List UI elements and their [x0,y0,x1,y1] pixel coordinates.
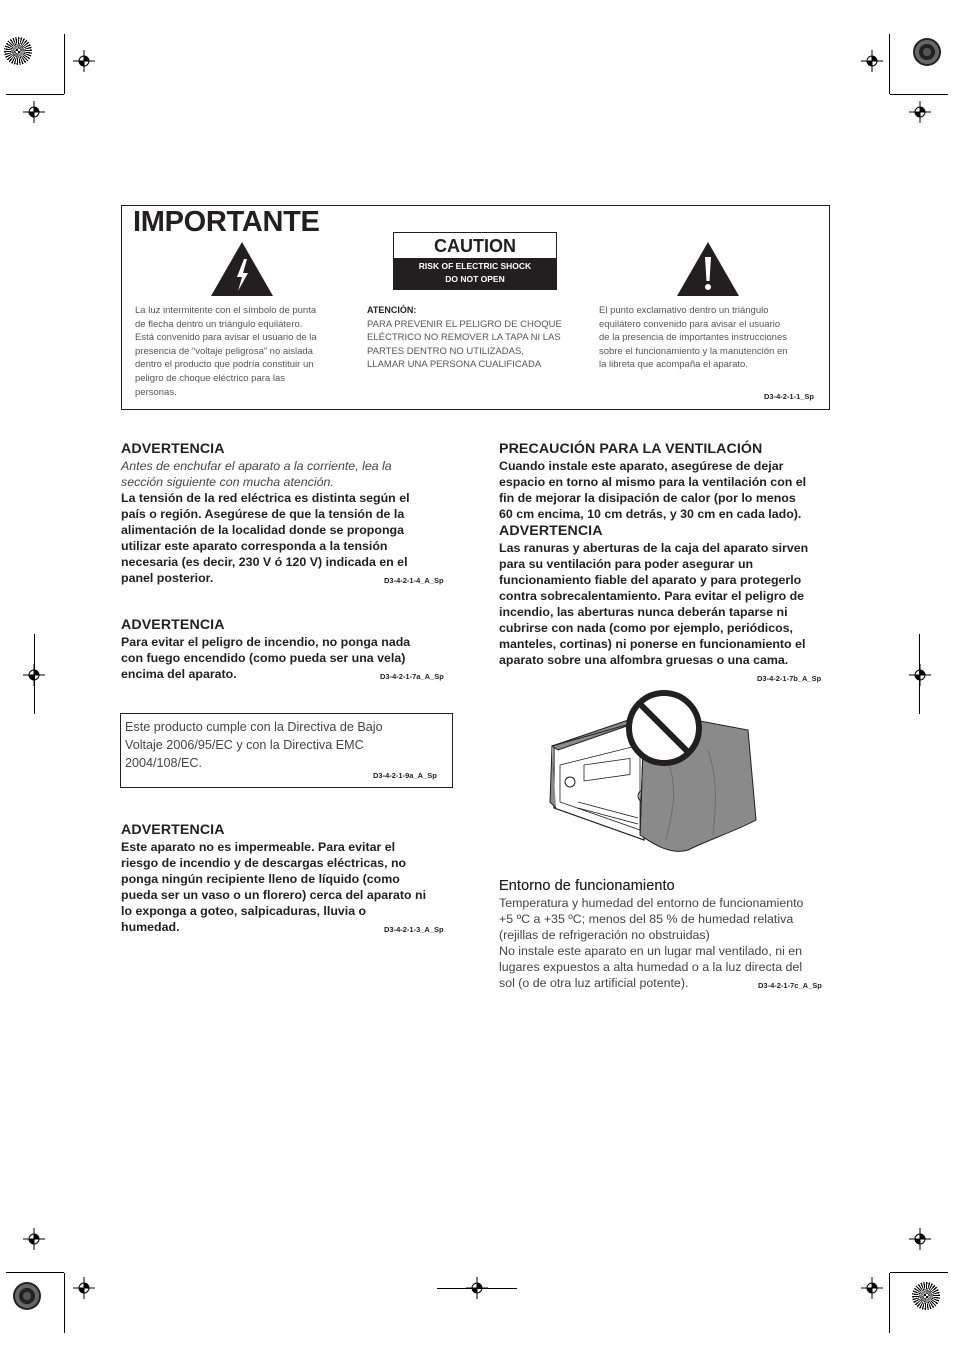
text-line: +5 ºC a +35 ºC; menos del 85 % de humedad relativa [499,912,794,926]
text-line: humedad. [121,920,180,934]
text-line: No instale este aparato en un lugar mal ventilado, ni en [499,944,803,958]
crop-mark [890,94,948,95]
section-heading: ADVERTENCIA [499,523,603,539]
text-line: alimentación de la localidad donde se proponga [121,523,404,537]
text-line: ELÉCTRICO NO REMOVER LA TAPA NI LAS [367,332,561,344]
registration-disc-top-right [913,38,941,66]
text-line: la libreta que acompaña el aparato. [599,359,748,371]
text-line: incendio, las aberturas nunca deberán taparse ni [499,605,788,619]
crop-mark [889,34,890,94]
crop-mark [64,34,65,94]
crop-mark [437,1288,517,1289]
text-line: de la presencia de importantes instrucciones [599,332,787,344]
section-heading: Entorno de funcionamiento [499,878,675,894]
crop-mark [6,94,64,95]
text-line: Cuando instale este aparato, asegúrese de dejar [499,459,784,473]
reference-code: D3-4-2-1-9a_A_Sp [373,771,437,780]
text-line: dentro el producto que podría constituir un [135,359,314,371]
environment-body [499,895,803,991]
text-line: Para evitar el peligro de incendio, no ponga nada [121,635,411,649]
page-title: IMPORTANTE [133,206,320,238]
reference-code: D3-4-2-1-7b_A_Sp [757,674,822,683]
registration-target-icon [73,1277,95,1299]
crop-mark [889,1273,890,1333]
ventilation-body [499,458,806,522]
text-line: ponga ningún recipiente lleno de líquido (como [121,872,400,886]
text-line: Voltaje 2006/95/EC y con la Directiva EMC [125,738,364,752]
text-line: PARTES DENTRO NO UTILIZADAS, [367,345,524,357]
reference-code: D3-4-2-1-4_A_Sp [384,576,444,585]
registration-target-icon [909,664,931,686]
text-line: Este aparato no es impermeable. Para evitar el [121,840,396,854]
lightning-triangle-icon [210,241,274,297]
caution-line: DO NOT OPEN [445,274,505,284]
warning-body [121,839,426,935]
text-line: funcionamiento fiable del aparato y para protegerlo [499,573,802,587]
text-line: espacio en torno al mismo para la ventilación con el [499,475,807,489]
text-line: Este producto cumple con la Directiva de Bajo [125,720,383,734]
text-line: 60 cm encima, 10 cm detrás, y 30 cm en cada lado). [499,507,802,521]
registration-target-icon [23,101,45,123]
lightning-explanation [135,304,360,399]
warning-body [499,540,808,668]
text-line: país o región. Asegúrese de que la tensión de la [121,507,405,521]
registration-target-icon [861,50,883,72]
covered-receiver-illustration [548,690,760,858]
caution-line: RISK OF ELECTRIC SHOCK [418,261,532,271]
text-line: encima del aparato. [121,667,237,681]
reference-code: D3-4-2-1-1_Sp [764,392,815,401]
exclamation-explanation [599,304,824,372]
caution-label [393,232,557,290]
section-heading: ADVERTENCIA [121,441,225,457]
text-line: PARA PREVENIR EL PELIGRO DE CHOQUE [367,318,562,330]
text-line: manteles, cortinas) ni ponerse en funcionamiento el [499,637,806,651]
text-line: La luz intermitente con el símbolo de punta [135,305,317,316]
text-line: lo exponga a goteo, salpicaduras, lluvia o [121,904,367,918]
text-line: La tensión de la red eléctrica es distinta según el [121,491,410,505]
crop-mark [919,634,920,714]
registration-target-icon [909,101,931,123]
crop-mark [890,1272,948,1273]
text-line: panel posterior. [121,571,214,585]
text-line: necesaria (es decir, 230 V ó 120 V) indicada en el [121,555,408,569]
text-line: riesgo de incendio y de descargas eléctricas, no [121,856,407,870]
text-line: sobre el funcionamiento y la manutención en [599,345,788,357]
crop-mark [6,1272,64,1273]
text-line: (rejillas de refrigeración no obstruidas) [499,928,710,942]
warning-body [121,634,410,682]
crop-mark [64,1273,65,1333]
text-line: presencia de “voltaje peligrosa” no aislada [135,345,313,357]
text-line: Temperatura y humedad del entorno de funcionamiento [499,896,804,910]
caution-word: CAUTION [434,236,516,256]
warning-body [121,490,410,586]
text-line: fin de mejorar la disipación de calor (por lo menos [499,491,796,505]
registration-disc-top-left [4,37,32,65]
atencion-block [367,304,592,372]
text-line: equilátero convenido para avisar el usuario [599,318,781,330]
registration-disc-bottom-left [13,1282,41,1310]
crop-mark [34,634,35,714]
text-line: 2004/108/EC. [125,756,203,770]
directive-text [125,718,383,772]
registration-target-icon [23,1228,45,1250]
caution-warning-band [394,258,556,289]
text-line: peligro de choque eléctrico para las [135,372,285,384]
section-heading: ADVERTENCIA [121,822,225,838]
reference-code: D3-4-2-1-7a_A_Sp [380,672,444,681]
text-line: utilizar este aparato corresponda a la tensión [121,539,388,553]
reference-code: D3-4-2-1-7c_A_Sp [758,981,822,990]
text-line: Está convenido para avisar el usuario de la [135,332,317,344]
text-line: sol (o de otra luz artificial potente). [499,976,689,990]
registration-disc-bottom-right [912,1282,940,1310]
text-line: Antes de enchufar el aparato a la corriente, lea la [121,459,392,473]
atencion-heading: ATENCIÓN: [367,305,417,315]
text-line: para su ventilación para poder asegurar un [499,557,754,571]
text-line: contra sobrecalentamiento. Para evitar el peligro de [499,589,805,603]
text-line: LLAMAR UNA PERSONA CUALIFICADA [367,359,542,371]
exclamation-triangle-icon [676,241,740,297]
text-line: aparato sobre una alfombra gruesas o una cama. [499,653,789,667]
reference-code: D3-4-2-1-3_A_Sp [384,925,444,934]
text-line: lugares expuestos a alta humedad o a la luz directa del [499,960,803,974]
text-line: de flecha dentro un triángulo equilátero. [135,318,303,330]
registration-target-icon [909,1228,931,1250]
text-line: pueda ser un vaso o un florero) cerca del aparato ni [121,888,427,902]
registration-target-icon [861,1277,883,1299]
text-line: El punto exclamativo dentro un triángulo [599,305,769,316]
italic-intro [121,458,392,490]
section-heading: PRECAUCIÓN PARA LA VENTILACIÓN [499,441,763,457]
section-heading: ADVERTENCIA [121,617,225,633]
text-line: con fuego encendido (como pueda ser una vela) [121,651,406,665]
text-line: sección siguiente con mucha atención. [121,475,334,489]
text-line: Las ranuras y aberturas de la caja del aparato sirven [499,541,809,555]
text-line: personas. [135,386,177,398]
text-line: cubrirse con nada (como por ejemplo, periódicos, [499,621,793,635]
registration-target-icon [73,50,95,72]
